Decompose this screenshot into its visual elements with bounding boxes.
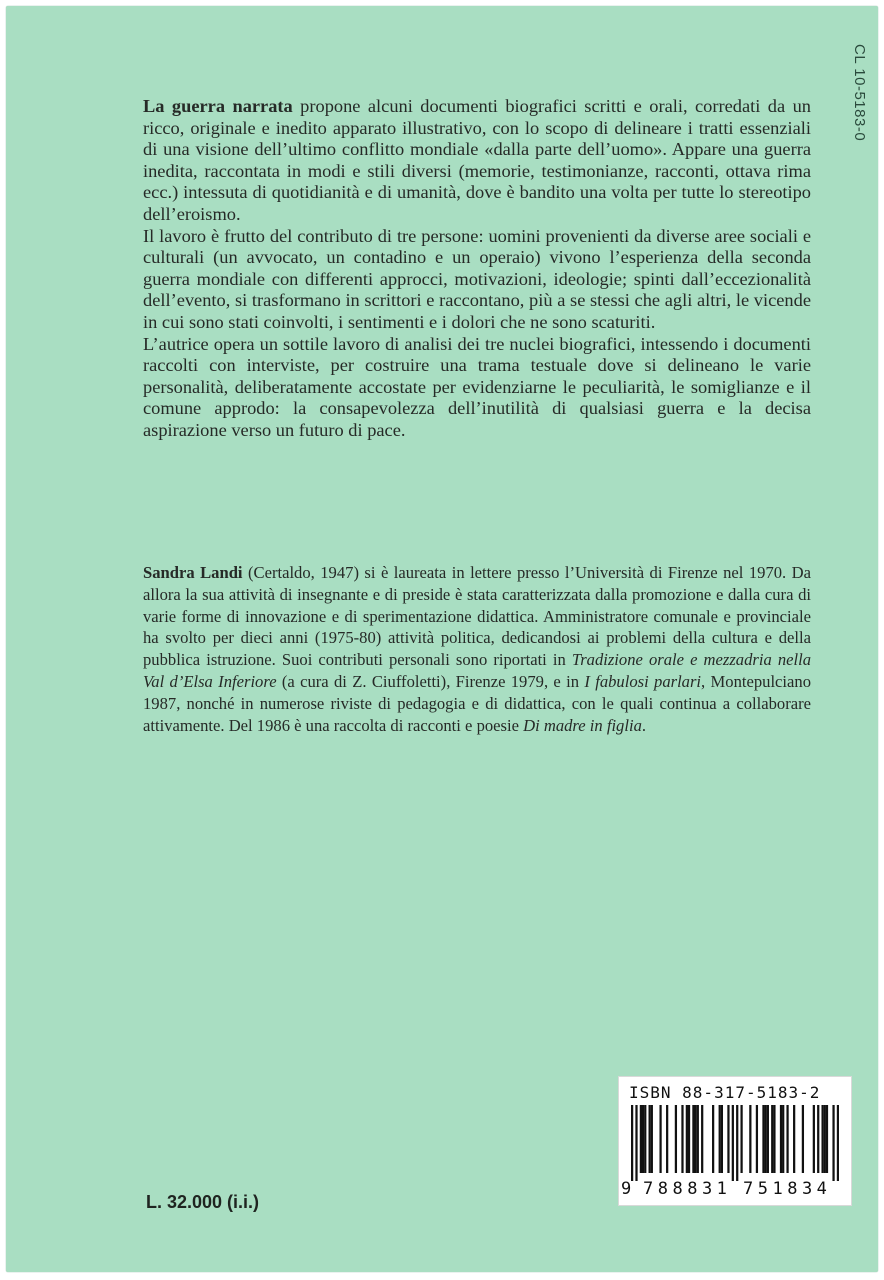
barcode-bar [642, 1105, 644, 1173]
barcode-first-digit: 9 [621, 1179, 632, 1199]
author-bio [143, 562, 811, 736]
barcode-bar [692, 1105, 694, 1173]
barcode-bar [762, 1105, 764, 1173]
barcode-bar [813, 1105, 815, 1173]
catalog-code: CL 10-5183-0 [851, 44, 868, 142]
author-work-3: Di madre in figlia [523, 715, 642, 735]
barcode-bar [649, 1105, 651, 1173]
book-description [143, 96, 811, 442]
author-bio-text-1: (Certaldo, 1947) si è laureata in lettere presso l’Università di Firenze nel 1970. Da allora la sua attività di insegnante e di preside è stata caratterizzata dalla promozione e dalla cura di varie forme di innovazione e di sperimentazione didattica. Amministratore comunale e provinciale ha svolto per dieci anni (1975-80) attività politica, dedicandosi ai problemi della cultura e della pubblica istruzione. Suoi contributi personali sono riportati in [143, 563, 811, 670]
isbn-number: ISBN 88-317-5183-2 [629, 1083, 821, 1102]
barcode-bar [780, 1105, 782, 1173]
barcode-guard-bar [732, 1105, 734, 1181]
description-paragraph-3: L’autrice opera un sottile lavoro di analisi dei tre nuclei biografici, intessendo i documenti raccolti con interviste, per costruire una trama testuale dove si delineano le varie personalità, deliberatamente accostate per evidenziarne le peculiarità, le somiglianze e il comune approdo: la consapevolezza dell’inutilità di qualsiasi guerra e la decisa aspirazione verso un futuro di pace. [143, 333, 811, 440]
barcode-bar [756, 1105, 758, 1173]
barcode-bar [688, 1105, 690, 1173]
barcode-bar [824, 1105, 826, 1173]
barcode-guard-bar [837, 1105, 839, 1181]
barcode-bar [701, 1105, 703, 1173]
barcode-bar [694, 1105, 696, 1173]
barcode-bar [773, 1105, 775, 1173]
barcode-bar [659, 1105, 661, 1173]
author-work-2: I fabulosi parlari [584, 671, 702, 691]
barcode-bar [644, 1105, 646, 1173]
barcode-bar [786, 1105, 788, 1173]
description-paragraph-1-text: propone alcuni documenti biografici scritti e orali, corredati da un ricco, originale e inedito apparato illustrativo, con lo scopo di delineare i tratti essenziali di una visione dell’ultimo conflitto mondiale «dalla parte dell’uomo». Appare una guerra inedita, raccontata in modi e stili diversi (memorie, testimonianze, racconti, ottava rima ecc.) intessuta di quotidianità e di umanità, dove è bandito una volta per tutte lo stereotipo dell’eroismo. [143, 96, 811, 224]
barcode-bar [765, 1105, 767, 1173]
barcode-bar [782, 1105, 784, 1173]
barcode-left-digits: 788831 [643, 1179, 732, 1199]
barcode-bar [666, 1105, 668, 1173]
barcode-bar [727, 1105, 729, 1173]
author-work-1: Tradizione orale e mezzadria nella Val d’Elsa Inferiore [143, 650, 811, 691]
author-bio-text-4: . [641, 715, 647, 735]
barcode-bar [681, 1105, 683, 1173]
barcode-bar [712, 1105, 714, 1173]
barcode-bar [719, 1105, 721, 1173]
isbn-barcode [618, 1076, 852, 1206]
barcode-guard-bar [631, 1105, 633, 1181]
barcode-bar [802, 1105, 804, 1173]
barcode-right-digits: 751834 [743, 1179, 832, 1199]
barcode-guard-bar [832, 1105, 834, 1181]
barcode-bar [675, 1105, 677, 1173]
barcode-bar [640, 1105, 642, 1173]
barcode-bar [697, 1105, 699, 1173]
barcode-bar [821, 1105, 823, 1173]
price-label: L. 32.000 (i.i.) [146, 1192, 260, 1212]
author-bio-text-2: (a cura di Z. Ciuffoletti), Firenze 1979, e in [276, 671, 585, 691]
description-paragraph-2: Il lavoro è frutto del contributo di tre persone: uomini provenienti da diverse aree sociali e culturali (un avvocato, un contadino e un operaio) vivono l’esperienza della seconda guerra mondiale con differenti approcci, motivazioni, ideologie; spinti dall’eccezionalità dell’evento, si trasformano in scrittori e raccontano, più a se stessi che agli altri, le vicende in cui sono stati coinvolti, i sentimenti e i dolori che ne sono scaturiti. [143, 225, 811, 332]
barcode-bar [826, 1105, 828, 1173]
author-bio-paragraph [143, 562, 811, 736]
barcode-bar [793, 1105, 795, 1173]
barcode-bar [721, 1105, 723, 1173]
barcode-bars [631, 1105, 839, 1181]
barcode-bar [767, 1105, 769, 1173]
author-name: Sandra Landi [143, 563, 243, 582]
barcode-bar [740, 1105, 742, 1173]
barcode-guard-bar [736, 1105, 738, 1181]
barcode-guard-bar [635, 1105, 637, 1181]
description-paragraph-1 [143, 96, 811, 226]
barcode-bar [771, 1105, 773, 1173]
barcode-bar [749, 1105, 751, 1173]
barcode-bar [817, 1105, 819, 1173]
book-title: La guerra narrata [143, 96, 293, 116]
author-bio-text-3: , Montepulciano 1987, nonché in numerose riviste di pedagogia e di didattica, con le quali continua a collaborare attivamente. Del 1986 è una raccolta di racconti e poesie [143, 671, 811, 735]
barcode-bar [651, 1105, 653, 1173]
barcode-bar [686, 1105, 688, 1173]
